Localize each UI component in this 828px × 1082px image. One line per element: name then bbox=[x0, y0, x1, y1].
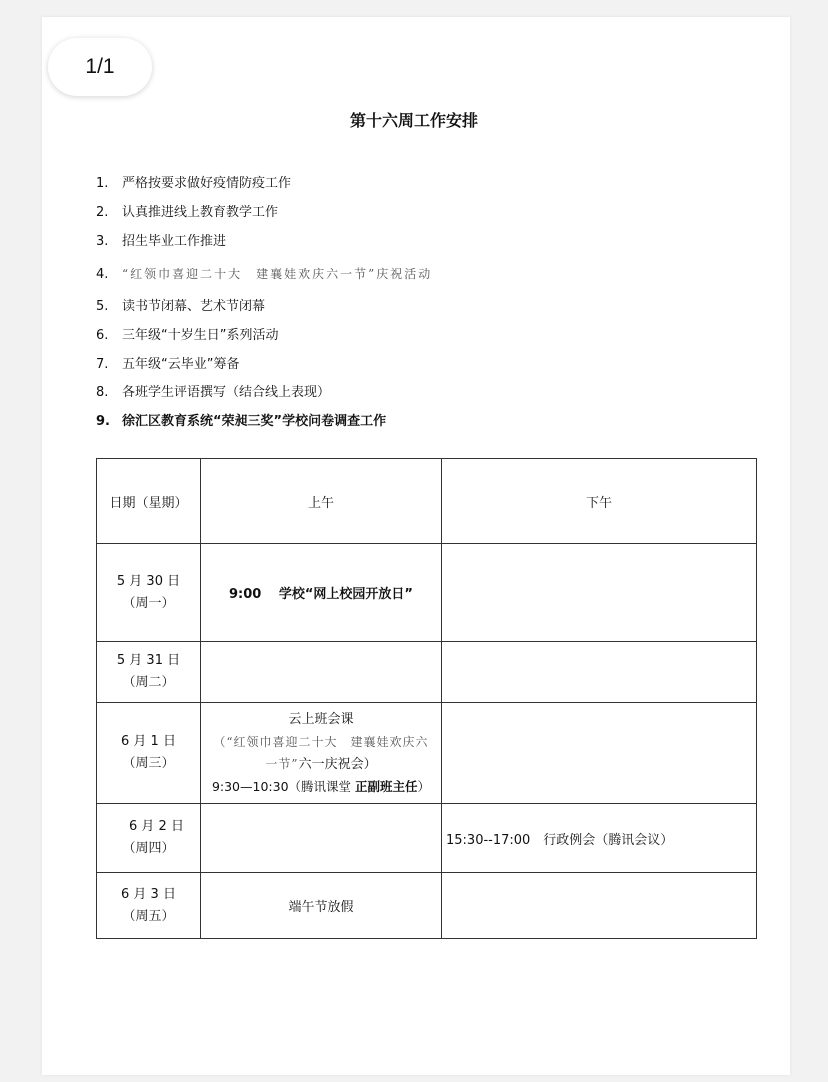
date-cell bbox=[97, 703, 201, 804]
afternoon-cell: 15:30--17:00 行政例会（腾讯会议） bbox=[442, 804, 757, 873]
morning-cell bbox=[201, 642, 442, 703]
item-text: 各班学生评语撰写（结合线上表现） bbox=[122, 385, 331, 400]
item-number: 4. bbox=[96, 267, 109, 282]
header-date: 日期（星期） bbox=[97, 459, 201, 544]
item-text: 认真推进线上教育教学工作 bbox=[122, 205, 279, 220]
item-number: 3. bbox=[96, 234, 109, 249]
weekday: （周五） bbox=[122, 908, 175, 924]
item-text: 招生毕业工作推进 bbox=[122, 234, 227, 249]
list-item bbox=[96, 381, 330, 400]
table-row bbox=[97, 642, 757, 703]
list-item bbox=[96, 410, 386, 429]
header-morning: 上午 bbox=[201, 459, 442, 544]
date-cell bbox=[97, 873, 201, 939]
afternoon-cell bbox=[442, 703, 757, 804]
table-header-row bbox=[97, 459, 757, 544]
list-item bbox=[96, 295, 265, 314]
weekday: （周三） bbox=[122, 756, 175, 771]
item-number: 9. bbox=[96, 414, 110, 429]
afternoon-cell bbox=[442, 544, 757, 642]
date: 5 月 31 日 bbox=[116, 653, 181, 668]
list-item bbox=[96, 172, 291, 191]
list-item bbox=[96, 201, 278, 220]
event-time: 9:30—10:30（腾讯课堂 bbox=[211, 778, 356, 794]
date: 6 月 1 日 bbox=[121, 734, 176, 749]
item-text: “红领巾喜迎二十大 建襄娃欢庆六一节”庆祝活动 bbox=[122, 267, 433, 281]
date-cell bbox=[97, 544, 201, 642]
list-item bbox=[96, 353, 239, 372]
afternoon-cell bbox=[442, 642, 757, 703]
item-text: 三年级“十岁生日”系列活动 bbox=[122, 328, 279, 343]
table-row bbox=[97, 703, 757, 804]
date: 5 月 30 日 bbox=[116, 573, 181, 589]
item-number: 5. bbox=[96, 299, 109, 314]
table-row bbox=[97, 804, 757, 873]
table-row bbox=[97, 544, 757, 642]
weekday: （周二） bbox=[122, 675, 175, 690]
item-number: 8. bbox=[96, 385, 109, 400]
event-subtitle-end: 一节” bbox=[265, 756, 299, 771]
item-text: 读书节闭幕、艺术节闭幕 bbox=[122, 299, 266, 314]
item-number: 7. bbox=[96, 357, 109, 372]
item-text: 严格按要求做好疫情防疫工作 bbox=[122, 176, 292, 191]
morning-cell bbox=[201, 703, 442, 804]
item-number: 2. bbox=[96, 205, 109, 220]
date: 6 月 2 日 bbox=[129, 819, 184, 834]
event-name: 六一庆祝会） bbox=[298, 756, 377, 772]
list-item bbox=[96, 230, 226, 249]
list-item bbox=[96, 265, 432, 282]
item-text: 徐汇区教育系统“荣昶三奖”学校问卷调查工作 bbox=[122, 414, 387, 429]
date: 6 月 3 日 bbox=[121, 886, 176, 902]
schedule-table bbox=[96, 458, 757, 939]
item-text: 五年级“云毕业”筹备 bbox=[122, 357, 240, 372]
event-title: 云上班会课 bbox=[288, 711, 354, 727]
header-afternoon: 下午 bbox=[442, 459, 757, 544]
item-number: 1. bbox=[96, 176, 109, 191]
document-title: 第十六周工作安排 bbox=[349, 111, 478, 130]
item-number: 6. bbox=[96, 328, 109, 343]
date-cell bbox=[97, 804, 201, 873]
event-time-end: ） bbox=[417, 778, 431, 794]
list-item bbox=[96, 324, 278, 343]
event-participants: 正副班主任 bbox=[355, 778, 418, 794]
morning-cell bbox=[201, 804, 442, 873]
page-indicator: 1/1 bbox=[48, 38, 152, 96]
weekday: （周四） bbox=[122, 841, 175, 856]
afternoon-cell bbox=[442, 873, 757, 939]
morning-cell: 9:00 学校“网上校园开放日” bbox=[201, 544, 442, 642]
morning-cell: 端午节放假 bbox=[201, 873, 442, 939]
event-subtitle: （“红领巾喜迎二十大 建襄娃欢庆六 bbox=[213, 734, 429, 749]
date-cell bbox=[97, 642, 201, 703]
table-row bbox=[97, 873, 757, 939]
weekday: （周一） bbox=[122, 595, 175, 611]
